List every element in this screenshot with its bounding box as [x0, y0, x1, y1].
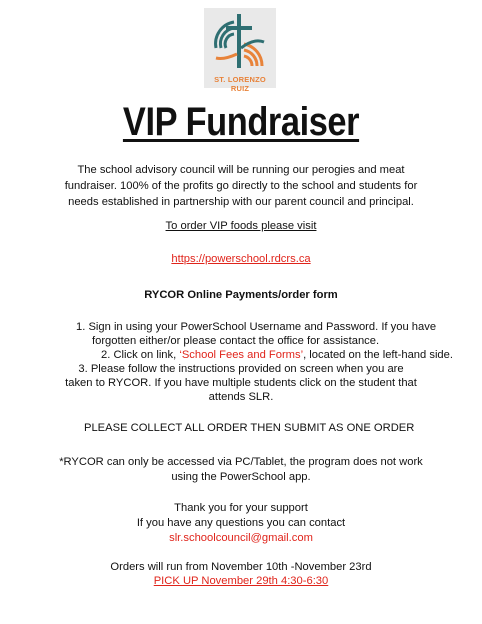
step-2-suffix: , located on the left-hand side. — [303, 349, 453, 361]
step-2-prefix: 2. Click on link, — [101, 349, 180, 361]
step-1-line-1: 1. Sign in using your PowerSchool Username and Password. If you have — [76, 321, 437, 333]
rycor-heading: RYCOR Online Payments/order form — [144, 289, 338, 301]
order-link[interactable]: https://powerschool.rdcrs.ca — [171, 253, 311, 265]
cross-emblem-icon — [204, 8, 276, 74]
step-3-line-2: taken to RYCOR. If you have multiple students click on the student that — [65, 377, 417, 389]
school-fees-link[interactable]: ‘School Fees and Forms’ — [179, 349, 304, 361]
rycor-note-line-1: *RYCOR can only be accessed via PC/Tablet, the program does not work — [59, 456, 423, 468]
order-heading: To order VIP foods please visit — [165, 220, 317, 232]
step-2 — [101, 348, 453, 362]
contact-email[interactable]: slr.schoolcouncil@gmail.com — [169, 532, 313, 544]
school-logo — [204, 8, 276, 93]
page-title: VIP Fundraiser — [122, 100, 360, 144]
thanks-text: Thank you for your support — [174, 502, 308, 514]
intro-line-3: needs established in partnership with our parent council and principal. — [68, 196, 414, 208]
step-3-line-3: attends SLR. — [208, 391, 274, 403]
rycor-note-line-2: using the PowerSchool app. — [171, 471, 311, 483]
contact-text: If you have any questions you can contact — [136, 517, 346, 529]
intro-line-1: The school advisory council will be running our perogies and meat — [77, 164, 405, 176]
pickup-info: PICK UP November 29th 4:30-6:30 — [153, 575, 329, 587]
step-3-line-1: 3. Please follow the instructions provided on screen when you are — [78, 363, 404, 375]
order-dates: Orders will run from November 10th -November 23rd — [110, 561, 372, 573]
collect-note: PLEASE COLLECT ALL ORDER THEN SUBMIT AS ONE ORDER — [84, 422, 415, 434]
logo-wordmark: ST. LORENZO RUIZ — [214, 75, 266, 93]
intro-line-2: fundraiser. 100% of the profits go directly to the school and students for — [64, 180, 418, 192]
step-1-line-2: forgotten either/or please contact the office for assistance. — [92, 335, 380, 347]
